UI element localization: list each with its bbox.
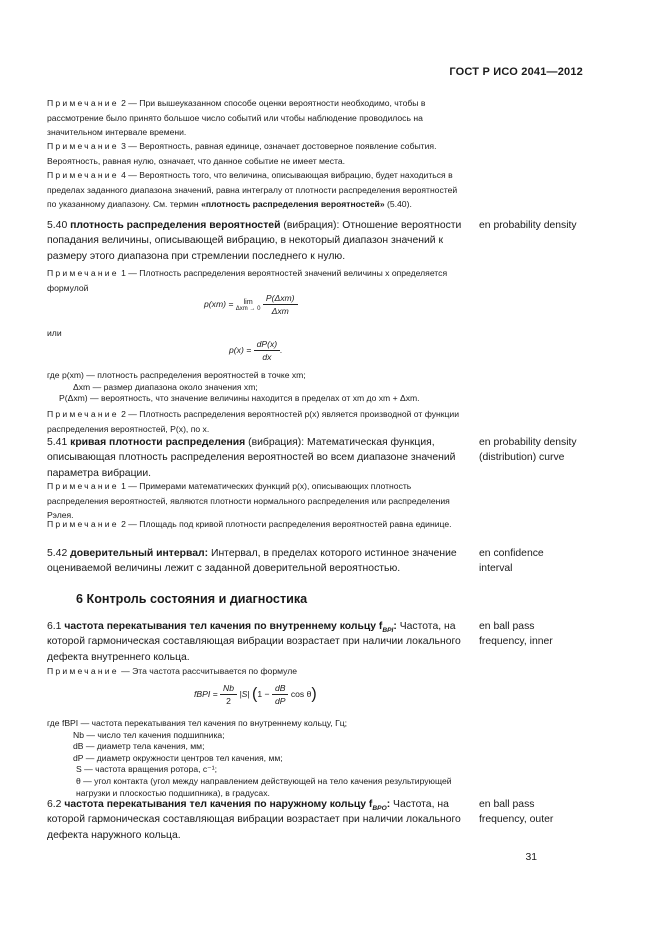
formula-lhs: p(xm) = — [204, 298, 236, 309]
note-term-ref: «плотность распределения вероятностей» — [201, 199, 385, 210]
where-item: Δxm — размер диапазона около значения xm; — [73, 381, 258, 392]
term-name: частота перекатывания тел качения по внутреннему кольцу $f_{BPI}$: — [64, 621, 397, 635]
term-name: кривая плотности распределения — [70, 437, 246, 448]
term-5-42 — [47, 546, 465, 577]
page-number: 31 — [525, 852, 537, 863]
where-item: где fBPI — частота перекатывания тел качения по внутреннему кольцу, Гц; — [47, 718, 348, 728]
formula-limit: lim Δxm → 0 — [235, 297, 261, 312]
note-label: Примечание — [47, 481, 119, 491]
term-6-1-english: en ball pass frequency, inner — [479, 621, 553, 648]
term-5-41-english: en probability density (distribution) curve — [479, 437, 577, 464]
term-5-42-english: en confidence interval — [479, 548, 544, 575]
note-label: Примечание — [47, 268, 119, 278]
note-2 — [47, 96, 465, 140]
term-definition: Математическая функция, описывающая плотность распределения вероятностей во всем диапазоне значений параметра вибрации. — [47, 437, 456, 479]
formula-fraction: $\frac{Nb}{2}$ — [220, 682, 237, 707]
where-list-6-1 — [47, 718, 477, 799]
term-definition: Отношение вероятности попадания величины, описывающей вибрацию, в некоторый диапазон значений к размеру этого диапазона при стремлении последнего к нулю. — [47, 220, 462, 262]
term-6-2 — [47, 797, 465, 843]
where-item: θ — угол контакта (угол между направлением действующей на тело качения результирующей нагрузки и плоскостью подшипника), в градусах. — [76, 775, 452, 798]
term-number: 5.42 — [47, 548, 68, 559]
note-label: Примечание — [47, 170, 119, 180]
formula-probability-density-limit — [204, 292, 298, 317]
note-label: Примечание — [47, 98, 119, 108]
term-name: доверительный интервал: — [70, 548, 209, 559]
term-definition: Интервал, в пределах которого истинное значение оцениваемой величины лежит с заданной доверительной вероятностью. — [47, 548, 457, 575]
term-number: 5.41 — [47, 437, 68, 448]
formula-fraction: $\frac{\text{P(Δxm)}}{\text{Δxm}}$ — [263, 292, 298, 317]
term-number: 6.1 — [47, 621, 62, 632]
where-item: P(Δxm) — вероятность, что значение величины находится в пределах от xm до xm + Δxm. — [59, 393, 420, 404]
note-tail: (5.40). — [384, 199, 412, 210]
term-5-40 — [47, 218, 465, 264]
where-item: S — частота вращения ротора, с⁻¹; — [76, 764, 217, 775]
page-header-title: ГОСТ Р ИСО 2041—2012 — [449, 66, 583, 78]
term-5-41-note-2 — [47, 517, 465, 532]
formula-lhs: fBPI = — [194, 688, 221, 699]
note-text: — Эта частота рассчитывается по формуле — [118, 666, 298, 676]
where-item: Nb — число тел качения подшипника; — [73, 729, 225, 740]
where-list-5-40 — [47, 370, 477, 405]
note-label: Примечание — [47, 409, 119, 419]
note-text: 1 — Плотность распределения вероятностей значений величины x определяется формулой — [47, 268, 448, 293]
term-5-40-note-1 — [47, 266, 465, 295]
formula-fraction: $\frac{dP(x)}{dx}$ — [254, 338, 281, 363]
term-definition: Частота, на которой гармоническая составляющая вибрации возрастает при наличии локального дефекта внутреннего кольца. — [47, 621, 461, 663]
formula-probability-density-derivative: p(x) = $\frac{dP(x)}{dx}$ . — [229, 339, 283, 362]
term-5-40-note-2 — [47, 407, 465, 436]
term-qualifier: (вибрация): — [245, 437, 305, 448]
formula-fraction: $\frac{dB}{dP}$ — [272, 682, 289, 707]
note-text: 2 — Площадь под кривой плотности распределения вероятностей равна единице. — [118, 519, 452, 529]
term-number: 5.40 — [47, 220, 68, 231]
term-number: 6.2 — [47, 799, 62, 810]
term-name: частота перекатывания тел качения по наружному кольцу $f_{BPO}$: — [64, 799, 391, 813]
note-text: 3 — Вероятность, равная единице, означает достоверное появление события. Вероятность, равная нулю, означает, что данное событие не имеет места. — [47, 141, 437, 166]
where-item: где p(xm) — плотность распределения вероятностей в точке xm; — [47, 370, 306, 380]
note-text: 4 — Вероятность того, что величина, описывающая вибрацию, будет находиться в пределах заданного диапазона значений, равна интегралу от плотности распределения вероятностей по указанному диапазону. См. термин — [47, 170, 458, 210]
note-4 — [47, 168, 465, 212]
where-item: dP — диаметр окружности центров тел качения, мм; — [73, 752, 283, 763]
note-text: 2 — При вышеуказанном способе оценки вероятности необходимо, чтобы в рассмотрение было принято большое число событий или чтобы наблюдение проводилось на значительном интервале времени. — [47, 98, 426, 138]
term-definition: Частота, на которой гармоническая составляющая вибрации возрастает при наличии локального дефекта наружного кольца. — [47, 799, 461, 841]
term-5-41 — [47, 435, 465, 481]
term-6-1 — [47, 619, 465, 665]
note-text: 1 — Примерами математических функций p(x), описывающих плотность распределения вероятностей, являются плотности нормального распределения или распределения Рэлея. — [47, 481, 450, 521]
note-label: Примечание — [47, 141, 119, 151]
term-name: плотность распределения вероятностей — [70, 220, 281, 231]
where-item: dB — диаметр тела качения, мм; — [73, 741, 205, 752]
formula-lhs: p(x) = — [229, 344, 254, 355]
or-word: или — [47, 328, 62, 338]
note-label: Примечание — [47, 666, 119, 676]
term-5-40-english: en probability density — [479, 220, 577, 231]
term-qualifier: (вибрация): — [280, 220, 340, 231]
term-6-2-english: en ball pass frequency, outer — [479, 799, 554, 826]
term-6-1-note — [47, 664, 465, 679]
section-6-heading: 6 Контроль состояния и диагностика — [76, 592, 308, 606]
note-text: 2 — Плотность распределения вероятностей p(x) является производной от функции распределения вероятностей, P(x), по x. — [47, 409, 460, 434]
formula-bpi: fBPI = $\frac{Nb}{2}$ |S| (1 − $\frac{dB}{dP}$ cos θ) — [194, 683, 317, 706]
note-3 — [47, 139, 465, 168]
note-label: Примечание — [47, 519, 119, 529]
